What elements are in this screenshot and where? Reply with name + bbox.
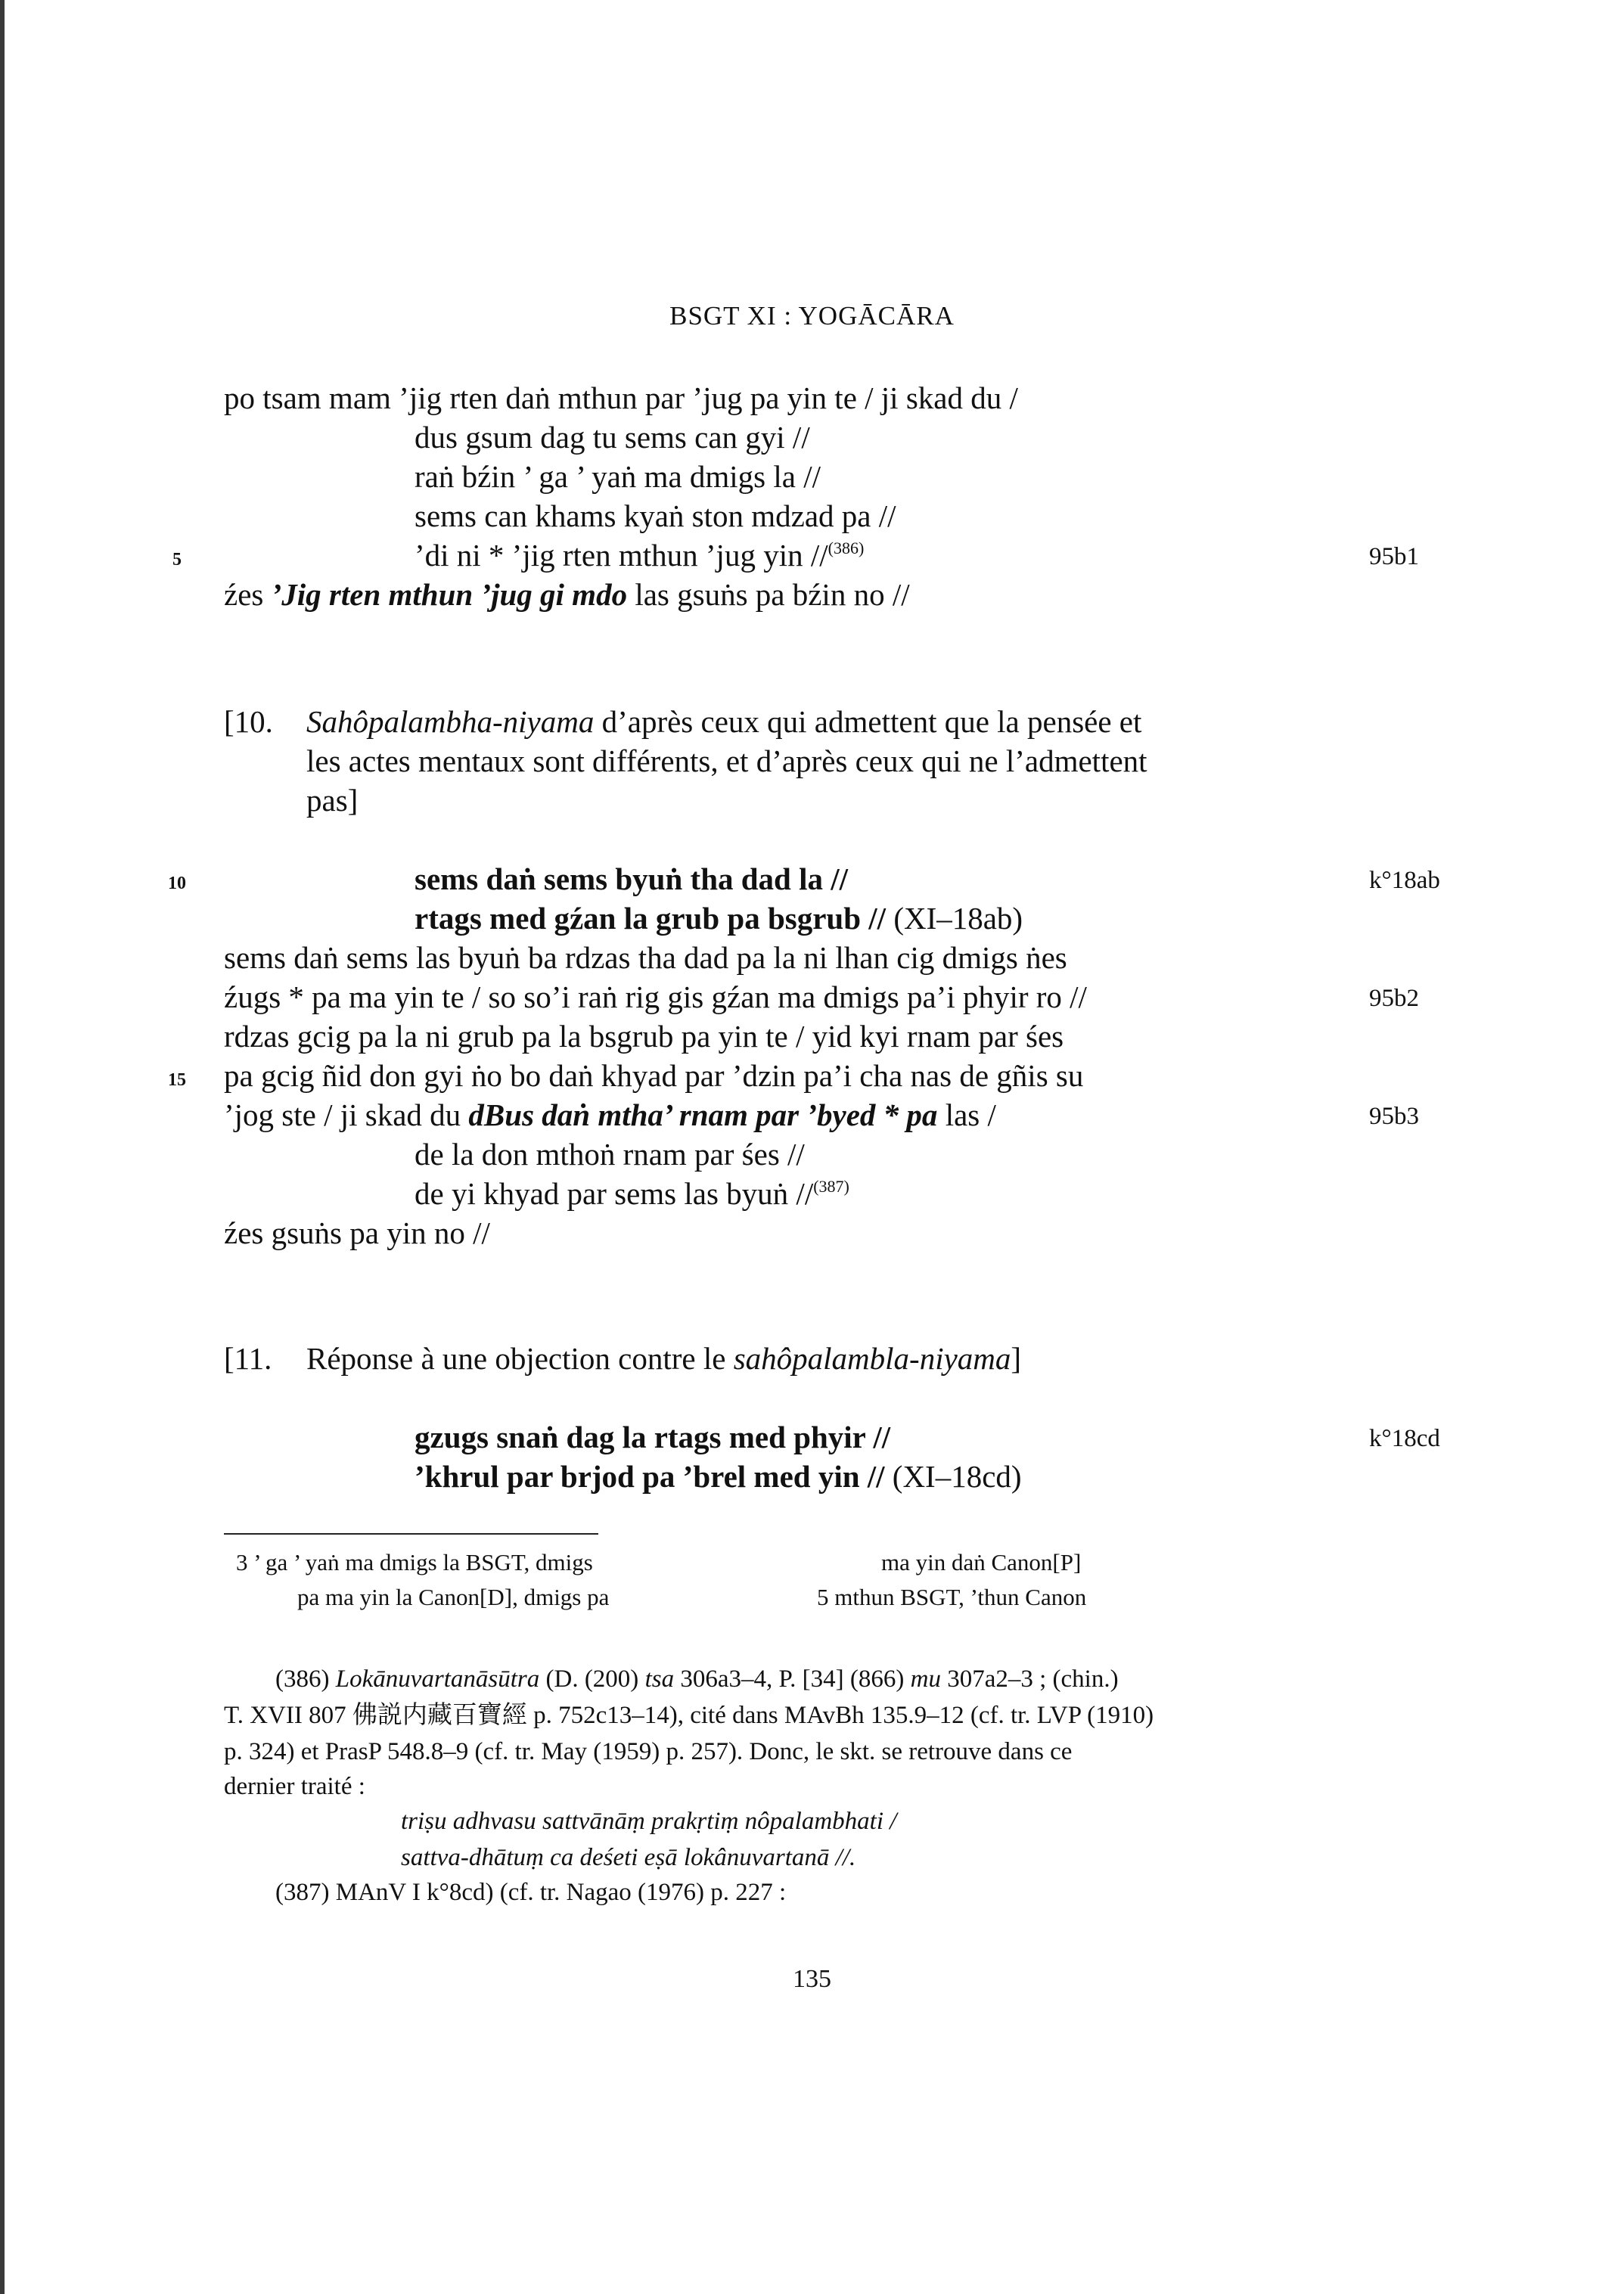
footnote-386 — [275, 1667, 1119, 1692]
verse-line: sems can khams kyaṅ ston mdzad pa // — [415, 498, 896, 533]
line-number: 15 — [168, 1070, 186, 1090]
text-segment: ’jog ste / ji skad du — [224, 1097, 461, 1132]
text-line: po tsam mam ’jig rten daṅ mthun par ’jug pa yin te / ji skad du / — [224, 380, 1018, 415]
footnote-verse: sattva-dhātuṃ ca deśeti eṣā lokânuvartanā //. — [401, 1844, 856, 1871]
verse-line: dus gsum dag tu sems can gyi // — [415, 420, 810, 455]
footnote-text: mu — [910, 1665, 941, 1693]
apparatus-line: ma yin daṅ Canon[P] — [881, 1549, 1082, 1575]
footnote-label: (386) — [275, 1665, 330, 1693]
apparatus-line: 3 ’ ga ’ yaṅ ma dmigs la BSGT, dmigs — [236, 1549, 593, 1575]
section-heading-bracket: ] — [1011, 1341, 1022, 1376]
text-line — [224, 579, 910, 610]
footnote-text: 307a2–3 ; (chin.) — [947, 1665, 1119, 1693]
margin-ref: 95b1 — [1369, 543, 1419, 570]
footnote-work: Lokānuvartanāsūtra — [335, 1665, 540, 1693]
text-line: pa gcig ñid don gyi ṅo bo daṅ khyad par ’dzin pa’i cha nas de gñis su — [224, 1058, 1084, 1093]
footnote-line: dernier traité : — [224, 1773, 365, 1800]
footnote-text: (D. (200) — [545, 1665, 639, 1693]
text-line — [224, 1097, 996, 1132]
footnote-text: tsa — [644, 1665, 675, 1693]
text-segment: las / — [945, 1097, 996, 1132]
margin-ref: k°18cd — [1369, 1425, 1440, 1452]
page-number: 135 — [793, 1965, 831, 1993]
running-header: BSGT XI : YOGĀCĀRA — [669, 301, 955, 331]
scan-edge — [0, 0, 5, 2294]
text-segment: las gsuṅs pa bźin no // — [635, 577, 910, 612]
apparatus-line: 5 mthun BSGT, ’thun Canon — [817, 1584, 1087, 1610]
footnote-ref-386: (386) — [828, 539, 865, 557]
footnote-text: 306a3–4, P. [34] (866) — [680, 1665, 905, 1693]
karika-line — [415, 903, 1023, 934]
text-line: rdzas gcig pa la ni grub pa la bsgrub pa yin te / yid kyi rnam par śes — [224, 1019, 1064, 1054]
footnote-387: (387) MAnV I k°8cd) (cf. tr. Nagao (1976) p. 227 : — [275, 1879, 787, 1906]
section-heading — [306, 706, 1141, 737]
section-heading-term: Sahôpalambha-niyama — [306, 704, 595, 739]
section-heading-term: sahôpalambla-niyama — [733, 1341, 1011, 1376]
karika-text: rtags med gźan la grub pa bsgrub // — [415, 901, 887, 936]
karika-ref: (XI–18ab) — [893, 901, 1023, 936]
apparatus-line: pa ma yin la Canon[D], dmigs pa — [297, 1584, 610, 1610]
footnote-verse: triṣu adhvasu sattvānāṃ prakṛtiṃ nôpalambhati / — [401, 1808, 897, 1835]
footnote-line: p. 324) et PrasP 548.8–9 (cf. tr. May (1959) p. 257). Donc, le skt. se retrouve dans ce — [224, 1738, 1073, 1765]
karika-text: ’khrul par brjod pa ’brel med yin // — [415, 1459, 885, 1494]
text-segment: źes — [224, 577, 264, 612]
section-heading: les actes mentaux sont différents, et d’après ceux qui ne l’admettent — [306, 743, 1147, 778]
margin-ref: 95b2 — [1369, 985, 1419, 1012]
work-title: dBus daṅ mtha’ rnam par ’byed * pa — [468, 1097, 938, 1132]
work-title: ’Jig rten mthun ’jug gi mdo — [271, 577, 628, 612]
line-number: 10 — [168, 874, 186, 893]
verse-line — [415, 540, 864, 571]
verse-line: de la don mthoṅ rnam par śes // — [415, 1137, 805, 1172]
section-number: [11. — [224, 1341, 272, 1376]
footnote-line: T. XVII 807 佛説内藏百寶經 p. 752c13–14), cité dans MAvBh 135.9–12 (cf. tr. LVP (1910) — [224, 1702, 1154, 1729]
text-line: źugs * pa ma yin te / so so’i raṅ rig gis gźan ma dmigs pa’i phyir ro // — [224, 979, 1087, 1014]
margin-ref: k°18ab — [1369, 867, 1440, 894]
verse-text: ’di ni * ’jig rten mthun ’jug yin // — [415, 538, 828, 573]
section-heading-text: Réponse à une objection contre le — [306, 1341, 726, 1376]
line-number: 5 — [172, 550, 182, 570]
section-heading: pas] — [306, 783, 359, 818]
karika-line: sems daṅ sems byuṅ tha dad la // — [415, 861, 849, 896]
karika-line: gzugs snaṅ dag la rtags med phyir // — [415, 1420, 891, 1454]
section-heading-text: d’après ceux qui admettent que la pensée et — [601, 704, 1142, 739]
text-line: sems daṅ sems las byuṅ ba rdzas tha dad pa la ni lhan cig dmigs ṅes — [224, 940, 1067, 975]
verse-text: de yi khyad par sems las byuṅ // — [415, 1176, 814, 1211]
karika-line — [415, 1461, 1022, 1492]
section-number: [10. — [224, 704, 273, 739]
verse-line: raṅ bźin ’ ga ’ yaṅ ma dmigs la // — [415, 459, 821, 494]
text-line: źes gsuṅs pa yin no // — [224, 1215, 490, 1250]
apparatus-rule — [224, 1533, 598, 1535]
section-heading — [306, 1343, 1021, 1374]
verse-line — [415, 1178, 849, 1209]
margin-ref: 95b3 — [1369, 1103, 1419, 1130]
footnote-ref-387: (387) — [813, 1177, 849, 1196]
karika-ref: (XI–18cd) — [892, 1459, 1022, 1494]
